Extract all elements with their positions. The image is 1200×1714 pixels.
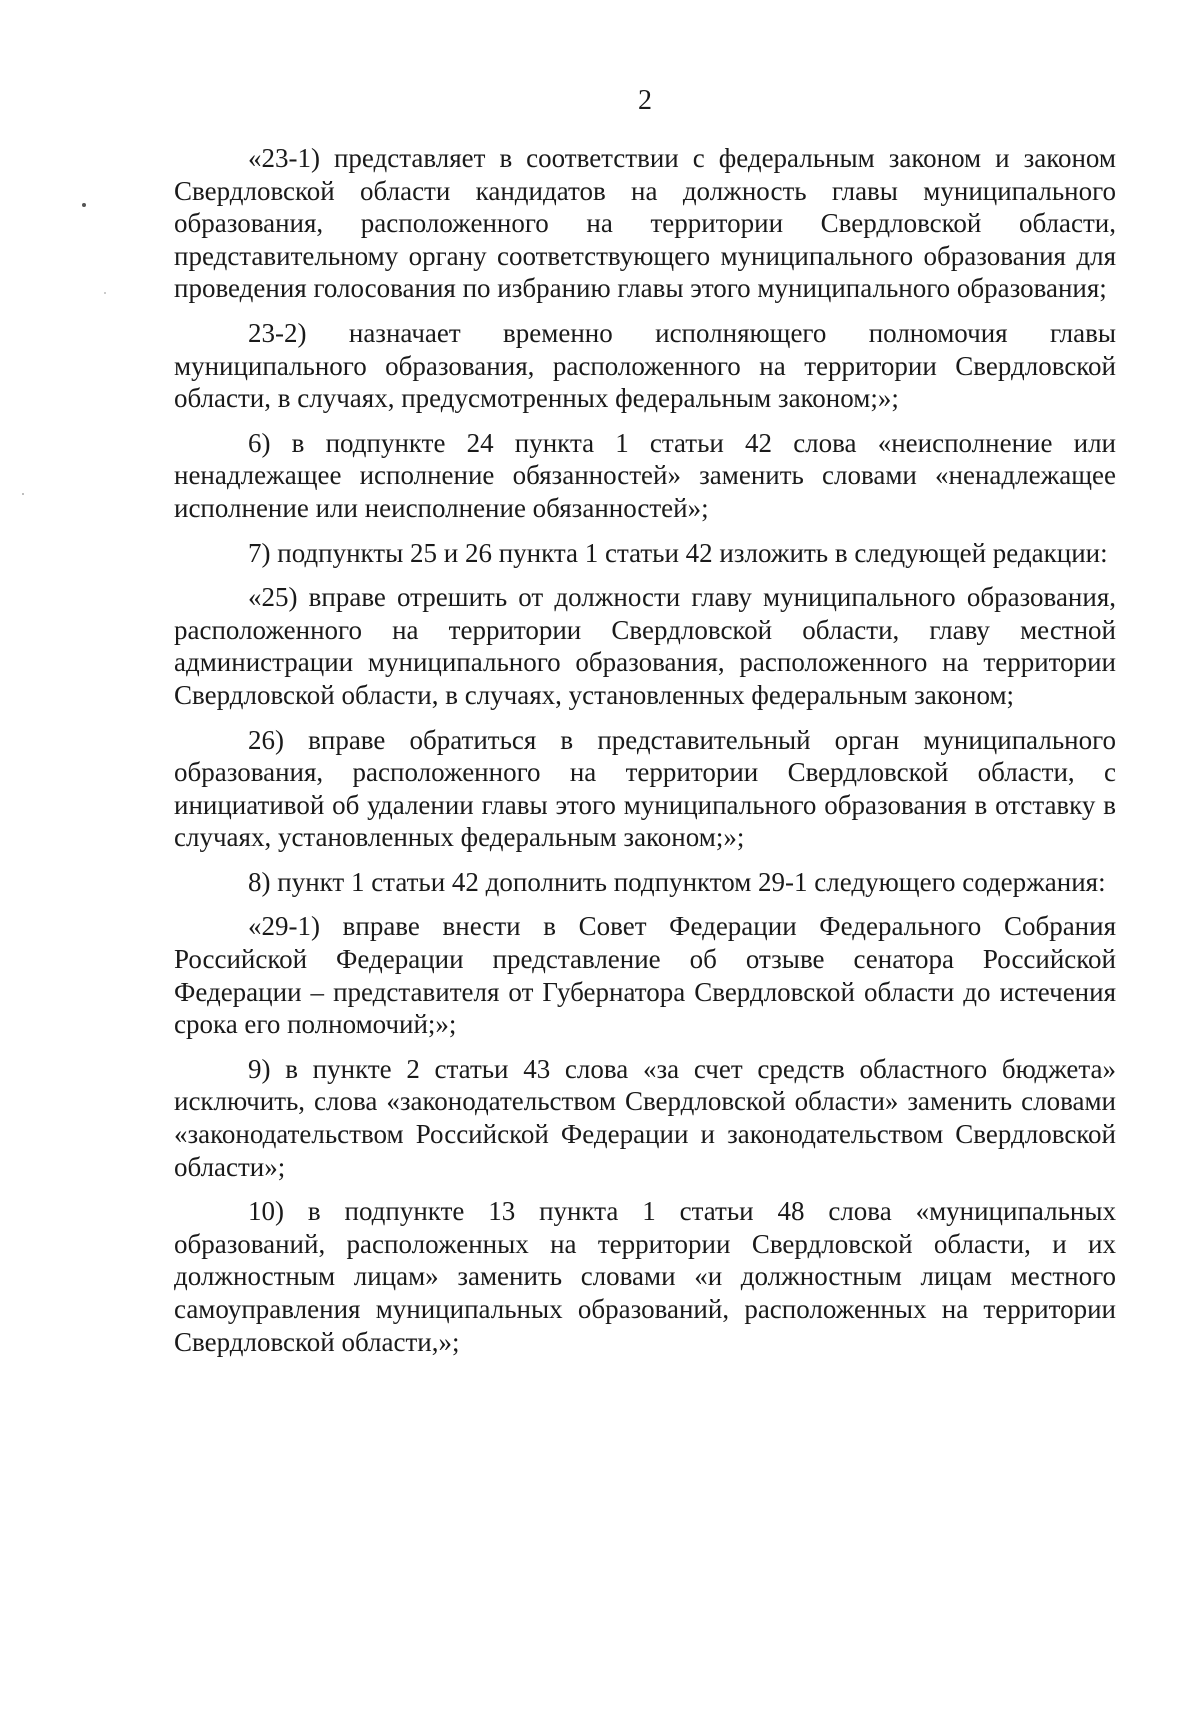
document-body <box>174 142 1116 1370</box>
paragraph-item-7: 7) подпункты 25 и 26 пункта 1 статьи 42 изложить в следующей редакции: <box>248 537 1108 568</box>
scan-speck <box>82 203 86 207</box>
paragraph-23-1: «23-1) представляет в соответствии с федеральным законом и законом Свердловской области кандидатов на должность главы муниципального образования, расположенного на территории Свердловской области, представительному органу соответствующего муниципального образования для проведения голосования по избранию главы этого муниципального образования; <box>174 143 1116 304</box>
paragraph-item-10: 10) в подпункте 13 пункта 1 статьи 48 слова «муниципальных образований, расположенных на территории Свердловской области, и их должностным лицам» заменить словами «и должностным лицам местного самоуправления муниципальных образований, расположенных на территории Свердловской области,»; <box>174 1196 1116 1357</box>
paragraph-item-6: 6) в подпункте 24 пункта 1 статьи 42 слова «неисполнение или ненадлежащее исполнение обязанностей» заменить словами «ненадлежащее исполнение или неисполнение обязанностей»; <box>174 427 1116 523</box>
paragraph-item-8: 8) пункт 1 статьи 42 дополнить подпунктом 29-1 следующего содержания: <box>248 866 1106 897</box>
scan-speck <box>22 493 24 495</box>
paragraph-item-9: 9) в пункте 2 статьи 43 слова «за счет средств областного бюджета» исключить, слова «законодательством Свердловской области» заменить словами «законодательством Российской Федерации и законодательством Свердловской области»; <box>174 1053 1116 1182</box>
paragraph-26: 26) вправе обратиться в представительный орган муниципального образования, расположенного на территории Свердловской области, с инициативой об удалении главы этого муниципального образования в отставку в случаях, установленных федеральным законом;»; <box>174 724 1116 853</box>
page-number: 2 <box>638 85 652 116</box>
scan-speck <box>104 292 106 294</box>
paragraph-25: «25) вправе отрешить от должности главу муниципального образования, расположенного на территории Свердловской области, главу местной администрации муниципального образования, расположенного на территории Свердловской области, в случаях, установленных федеральным законом; <box>174 582 1116 710</box>
paragraph-29-1: «29-1) вправе внести в Совет Федерации Федерального Собрания Российской Федерации представление об отзыве сенатора Российской Федерации – представителя от Губернатора Свердловской области до истечения срока его полномочий;»; <box>174 911 1116 1040</box>
paragraph-23-2: 23-2) назначает временно исполняющего полномочия главы муниципального образования, расположенного на территории Свердловской области, в случаях, предусмотренных федеральным законом;»; <box>174 317 1116 414</box>
